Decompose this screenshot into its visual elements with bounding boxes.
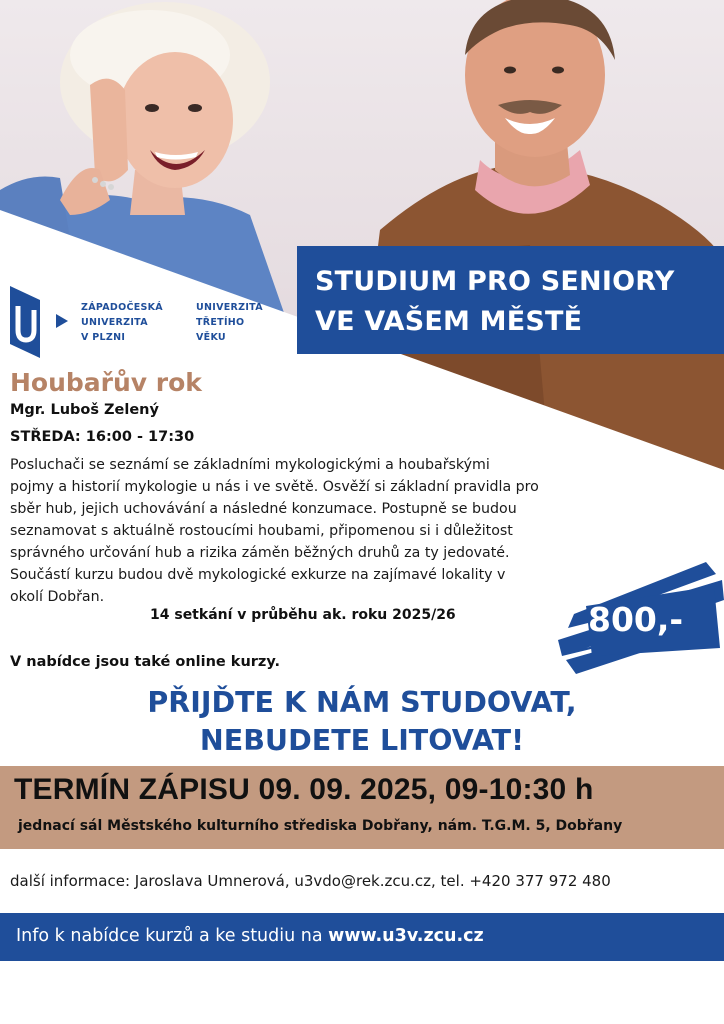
footer-info [16, 926, 484, 946]
headline-line-1: STUDIUM PRO SENIORY [315, 266, 675, 297]
description-line: okolí Dobřan. [10, 589, 105, 605]
university-name-line-2: UNIVERZITA [81, 317, 148, 328]
headline-line-2: VE VAŠEM MĚSTĚ [315, 306, 583, 337]
session-count: 14 setkání v průběhu ak. roku 2025/26 [150, 607, 456, 623]
enrollment-location: jednací sál Městského kulturního střediska Dobřany, nám. T.G.M. 5, Dobřany [18, 818, 623, 834]
zcu-logo-icon [10, 286, 70, 358]
university-name-line-1: ZÁPADOČESKÁ [81, 302, 163, 313]
lecturer-name: Mgr. Luboš Zelený [10, 402, 159, 418]
description-line: pojmy a historií mykologie u nás i ve světě. Osvěží si základní pravidla pro [10, 479, 539, 495]
course-description [10, 454, 640, 608]
u3v-name-line-2: TŘETÍHO [196, 317, 245, 328]
university-name-line-3: V PLZNI [81, 332, 126, 343]
headline-banner [297, 246, 724, 354]
course-schedule: STŘEDA: 16:00 - 17:30 [10, 429, 195, 445]
footer-prefix: Info k nabídce kurzů a ke studiu na [16, 926, 329, 946]
cta-line-2: NEBUDETE LITOVAT! [199, 724, 525, 757]
description-line: seznamovat s aktuálně rostoucími houbami, připomenou si i důležitost [10, 523, 513, 539]
description-line: správného určování hub a rizika záměn běžných druhů za ty jedovaté. [10, 545, 510, 561]
description-line: Posluchači se seznámí se základními mykologickými a houbařskými [10, 457, 490, 473]
u3v-name-line-1: UNIVERZITA [196, 302, 263, 313]
course-price: 800,- [588, 600, 684, 639]
online-courses-note: V nabídce jsou také online kurzy. [10, 654, 280, 670]
u3v-name [196, 300, 263, 345]
website-link[interactable]: www.u3v.zcu.cz [328, 926, 484, 946]
u3v-name-line-3: VĚKU [196, 332, 226, 343]
description-line: sběr hub, jejich uchovávání a následné konzumace. Postupně se budou [10, 501, 517, 517]
description-line: Součástí kurzu budou dvě mykologické exkurze na zajímavé lokality v [10, 567, 506, 583]
contact-info: další informace: Jaroslava Umnerová, u3vdo@rek.zcu.cz, tel. +420 377 972 480 [10, 872, 611, 890]
call-to-action [0, 684, 724, 760]
university-name [81, 300, 163, 345]
cta-line-1: PŘIJĎTE K NÁM STUDOVAT, [147, 686, 577, 719]
enrollment-date: TERMÍN ZÁPISU 09. 09. 2025, 09-10:30 h [14, 773, 594, 806]
course-title: Houbařův rok [10, 368, 202, 397]
hero-photo [0, 0, 724, 470]
diagonal-white-panel [0, 0, 724, 470]
